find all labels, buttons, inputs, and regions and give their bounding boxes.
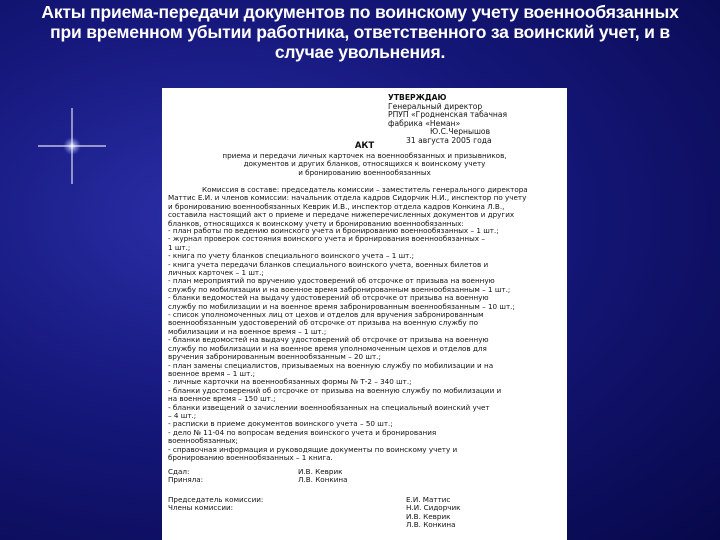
document-item-line: личных карточек – 1 шт.; (168, 268, 264, 278)
commission-member-name: Е.И. Маттис (406, 495, 451, 504)
act-subtitle-line: документов и других бланков, относящихся к воинскому учету (243, 159, 486, 169)
commission-member-name: Л.В. Конкина (406, 520, 456, 530)
document-item-line: службу по мобилизации и на военное время забронированным военнообязанным – 1 шт.; (168, 284, 511, 294)
commission-row (168, 513, 564, 521)
commission-chair-label: Председатель комиссии: (168, 495, 264, 504)
document-item-line: - список уполномоченных лиц от цехов и отделов для вручения забронированным (168, 310, 484, 320)
approval-block (388, 94, 564, 146)
commission-member-name: Н.И. Сидорчик (406, 503, 461, 513)
approval-line: фабрика «Неман» (388, 118, 461, 128)
handover-signatures (168, 468, 564, 485)
document-item-line: бронированию военнообязанных – 1 книга. (168, 452, 333, 462)
document-item-line: - расписки в приеме документов воинского учета – 50 шт.; (168, 419, 393, 429)
commission-signatures (168, 496, 564, 530)
document-item-line: - бланки удостоверений об отсрочке от призыва на военную службу по мобилизации и (168, 385, 502, 395)
document-item-line: военное время – 1 шт.; (168, 368, 256, 378)
document-item-line: службу по мобилизации и на военное время уполномоченным цехов и отделов для (168, 343, 487, 353)
document-item-line: - книга по учету бланков специального воинского учета – 1 шт.; (168, 251, 415, 261)
approval-heading: УТВЕРЖДАЮ (388, 93, 447, 102)
document-item-line: 1 шт.; (168, 242, 191, 252)
sparkle-decoration (36, 106, 106, 186)
document-scan (162, 88, 567, 540)
intro-line: составила настоящий акт о приеме и передаче нижеперечисленных документов и других (168, 210, 515, 220)
act-subtitle-line: и бронированию военнообязанных (298, 167, 431, 177)
commission-members-label: Члены комиссии: (168, 503, 234, 513)
document-item-list (168, 227, 564, 462)
document-item-line: - бланки ведомостей на выдачу удостоверений об отсрочке от призыва на военную (168, 335, 489, 345)
handover-row (168, 468, 564, 476)
slide-title-line: случае увольнения. (274, 42, 446, 62)
document-item-line: - справочная информация и руководящие документы по воинскому учету и (168, 444, 458, 454)
document-item-line: - план работы по ведению воинского учета и бронированию военнообязанных – 1 шт.; (168, 226, 499, 235)
intro-line: бланков, относящихся к воинскому учету и бронированию военнообязанных: (168, 218, 464, 228)
approval-date: 31 августа 2005 года (406, 135, 492, 145)
intro-line: и бронированию военнообязанных Кеврик И.В., инспектор отдела кадров Конкина Л.В., (168, 201, 505, 211)
document-item-line: - журнал проверок состояния воинского учета и бронирования военнообязанных – (168, 234, 485, 244)
document-item-line: службу по мобилизации и на военное время забронированным военнообязанным – 10 шт.; (168, 301, 515, 311)
intro-line: Комиссия в составе: председатель комиссии – заместитель генерального директора (202, 185, 528, 194)
handover-label: Приняла: (168, 475, 204, 485)
act-subtitle-line: приема и передачи личных карточек на военнообязанных и призывников, (222, 151, 507, 160)
approval-signer: Ю.С.Чернышов (430, 127, 491, 137)
approval-line: Генеральный директор (388, 101, 483, 111)
document-item-line: вручения забронированным военнообязанным – 20 шт.; (168, 352, 381, 362)
approval-line: РПУП «Гродненская табачная (388, 110, 508, 120)
handover-name: Л.В. Конкина (298, 475, 348, 485)
document-item-line: - дело № 11-04 по вопросам ведения воинского учета и бронирования (168, 427, 437, 437)
document-item-line: - книга учета передачи бланков специального воинского учета, военных билетов и (168, 259, 489, 269)
document-item-line: мобилизации и на военное время – 1 шт.; (168, 326, 327, 336)
document-item-line: - бланки извещений о зачислении военнообязанных на специальный воинский учет (168, 402, 490, 412)
commission-row (168, 521, 564, 529)
act-subtitle (192, 152, 537, 177)
document-item-line: - личные карточки на военнообязанных формы № Т-2 – 340 шт.; (168, 377, 412, 387)
slide-title-line: Акты приема-передачи документов по воинскому учету военнообязанных (41, 2, 679, 22)
document-item-line: на военное время – 150 шт.; (168, 394, 276, 404)
document-item-line: военнообязанных; (168, 436, 238, 446)
handover-name: И.В. Кеврик (298, 467, 343, 476)
document-item-line: - план мероприятий по вручению удостоверений об отсрочке от призыва на военную (168, 276, 495, 286)
commission-row (168, 504, 564, 512)
intro-line: Маттис Е.И. и членов комиссии: начальник отдела кадров Сидорчик Н.И., инспектор по учету (168, 193, 527, 203)
slide-title-line: при временном убытии работника, ответственного за воинский учет, и в (50, 22, 670, 42)
commission-member-name: И.В. Кеврик (406, 511, 451, 521)
slide-title (0, 2, 720, 62)
act-intro (168, 186, 562, 228)
document-item-line: - план замены специалистов, призываемых на военную службу по мобилизации и на (168, 360, 494, 370)
act-title: АКТ (354, 141, 375, 151)
document-item-line: - бланки ведомостей на выдачу удостоверений об отсрочке от призыва на военную (168, 293, 489, 303)
document-item-line: военнообязанным удостоверений об отсрочке от призыва на военную службу по (168, 318, 479, 328)
document-item-line: – 4 шт.; (168, 410, 197, 420)
handover-row (168, 476, 564, 484)
handover-label: Сдал: (168, 467, 190, 476)
